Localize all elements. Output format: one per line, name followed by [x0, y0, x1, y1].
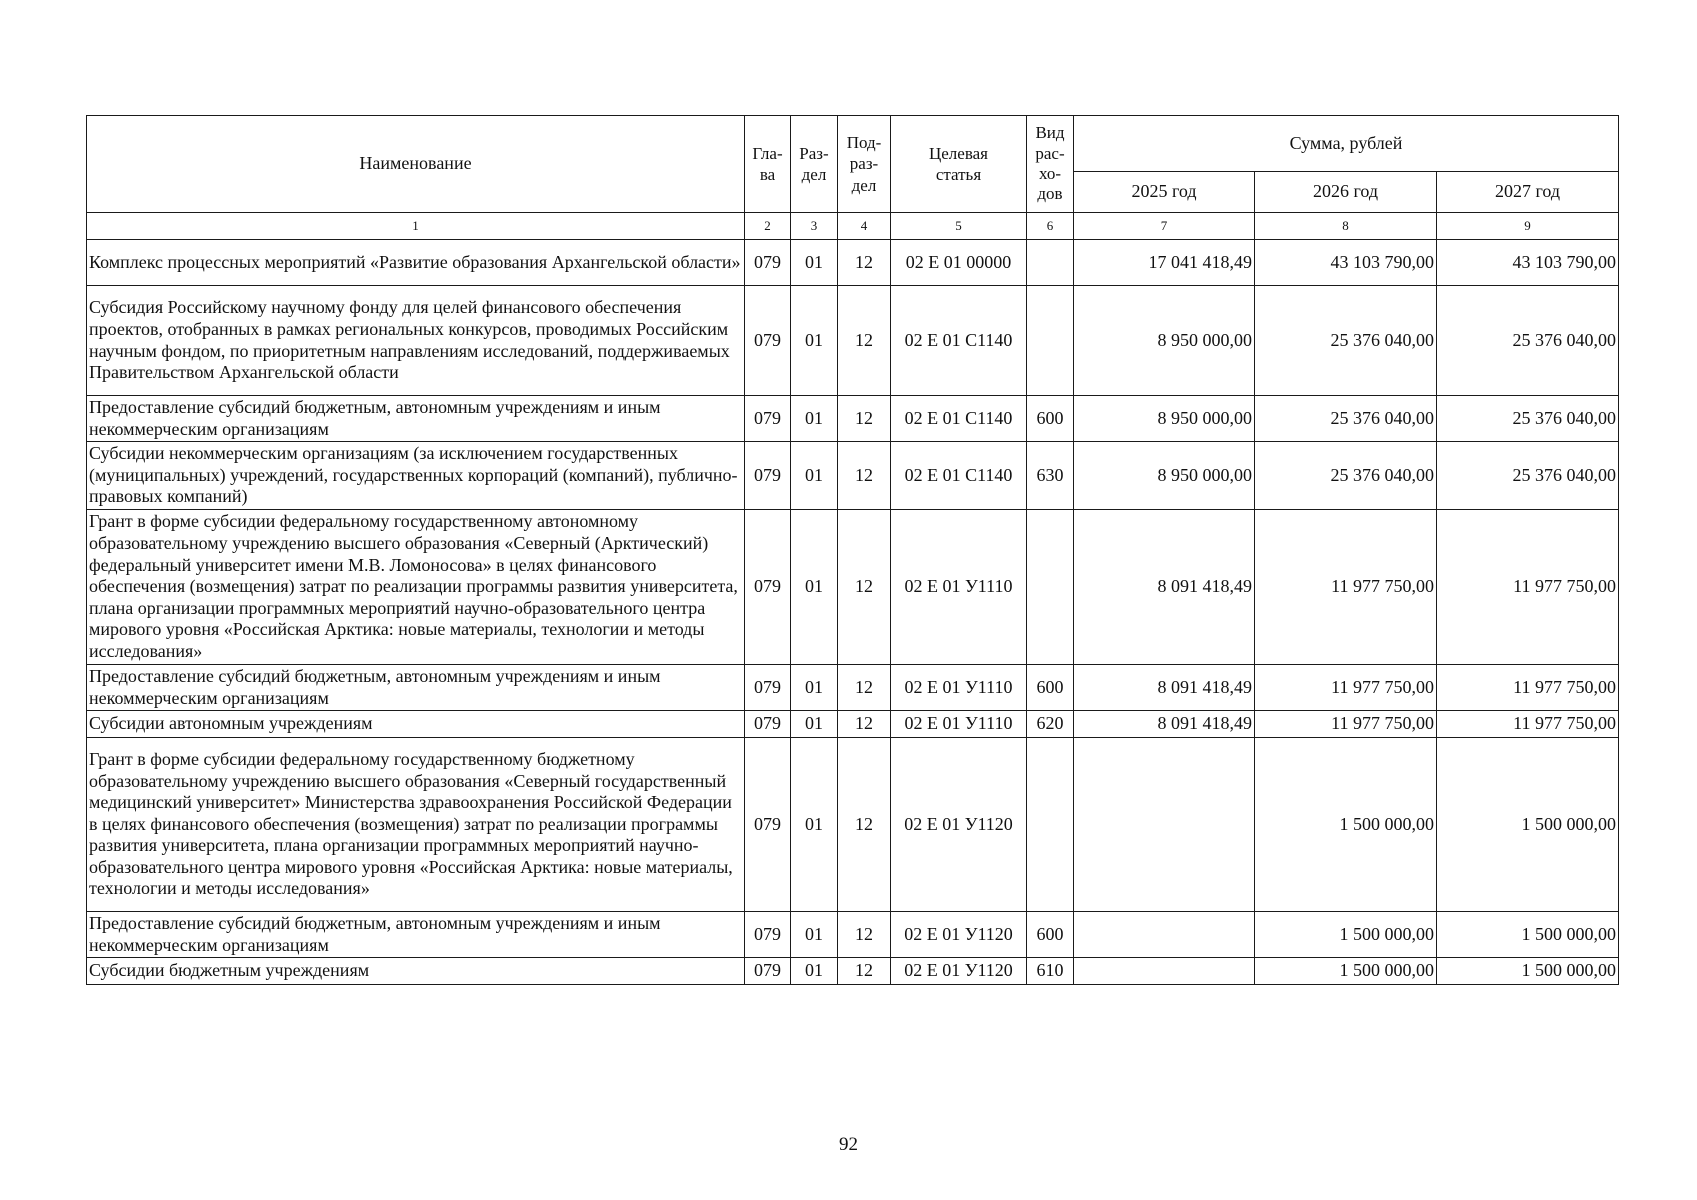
row-subsection: 12: [838, 510, 891, 665]
row-chapter: 079: [745, 240, 791, 286]
row-chapter: 079: [745, 286, 791, 396]
table-row: [87, 396, 1619, 442]
row-name: Грант в форме субсидии федеральному государственному автономному образовательному учреждению высшего образования «Северный (Арктический) федеральный университет имени М.В. Ломоносова» в целях финансового обеспечения (возмещения) затрат по реализации программы развития университета, плана организации программных мероприятий научно-образовательного центра мирового уровня «Российская Арктика: новые материалы, технологии и методы исследования»: [87, 510, 745, 665]
row-section: 01: [791, 510, 838, 665]
column-number: 9: [1437, 213, 1619, 240]
table-row: [87, 510, 1619, 665]
row-target-article: 02 Е 01 У1110: [891, 510, 1027, 665]
row-amount-2027: 1 500 000,00: [1437, 738, 1619, 912]
row-amount-2027: 25 376 040,00: [1437, 286, 1619, 396]
row-amount-2025: 8 091 418,49: [1074, 510, 1255, 665]
row-amount-2027: 11 977 750,00: [1437, 665, 1619, 711]
column-number: 8: [1255, 213, 1437, 240]
table-row: [87, 958, 1619, 985]
row-subsection: 12: [838, 240, 891, 286]
row-amount-2027: 1 500 000,00: [1437, 912, 1619, 958]
row-name: Субсидии бюджетным учреждениям: [87, 958, 745, 985]
row-target-article: 02 Е 01 У1110: [891, 711, 1027, 738]
row-target-article: 02 Е 01 С1140: [891, 286, 1027, 396]
row-target-article: 02 Е 01 У1110: [891, 665, 1027, 711]
row-subsection: 12: [838, 665, 891, 711]
column-number: 5: [891, 213, 1027, 240]
row-name: Субсидии некоммерческим организациям (за исключением государственных (муниципальных) учреждений, государственных корпораций (компаний), публично-правовых компаний): [87, 442, 745, 510]
row-amount-2027: 11 977 750,00: [1437, 510, 1619, 665]
row-amount-2025: [1074, 958, 1255, 985]
column-number: 1: [87, 213, 745, 240]
row-expense-type: [1027, 240, 1074, 286]
row-target-article: 02 Е 01 С1140: [891, 396, 1027, 442]
row-amount-2027: 1 500 000,00: [1437, 958, 1619, 985]
column-number: 3: [791, 213, 838, 240]
header-expense-type: Вид рас- хо- дов: [1027, 116, 1074, 213]
row-amount-2025: 8 091 418,49: [1074, 711, 1255, 738]
row-amount-2026: 11 977 750,00: [1255, 711, 1437, 738]
column-number: 2: [745, 213, 791, 240]
row-amount-2026: 1 500 000,00: [1255, 738, 1437, 912]
row-section: 01: [791, 442, 838, 510]
row-amount-2025: 8 950 000,00: [1074, 286, 1255, 396]
row-target-article: 02 Е 01 С1140: [891, 442, 1027, 510]
table-row: [87, 738, 1619, 912]
row-amount-2026: 1 500 000,00: [1255, 958, 1437, 985]
table-body: [87, 213, 1619, 985]
row-target-article: 02 Е 01 У1120: [891, 912, 1027, 958]
row-name: Субсидия Российскому научному фонду для целей финансового обеспечения проектов, отобранных в рамках региональных конкурсов, проводимых Российским научным фондом, по приоритетным направлениям исследований, поддерживаемых Правительством Архангельской области: [87, 286, 745, 396]
row-amount-2025: 8 091 418,49: [1074, 665, 1255, 711]
row-subsection: 12: [838, 738, 891, 912]
row-chapter: 079: [745, 510, 791, 665]
row-amount-2027: 25 376 040,00: [1437, 396, 1619, 442]
row-section: 01: [791, 240, 838, 286]
table-row: [87, 286, 1619, 396]
row-amount-2027: 25 376 040,00: [1437, 442, 1619, 510]
row-name: Грант в форме субсидии федеральному государственному бюджетному образовательному учреждению высшего образования «Северный государственный медицинский университет» Министерства здравоохранения Российской Федерации в целях финансового обеспечения (возмещения) затрат по реализации программы развития университета, плана организации программных мероприятий научно-образовательного центра мирового уровня «Российская Арктика: новые материалы, технологии и методы исследования»: [87, 738, 745, 912]
row-amount-2027: 43 103 790,00: [1437, 240, 1619, 286]
row-amount-2026: 25 376 040,00: [1255, 442, 1437, 510]
row-expense-type: [1027, 286, 1074, 396]
row-section: 01: [791, 738, 838, 912]
row-expense-type: [1027, 510, 1074, 665]
header-name: Наименование: [87, 116, 745, 213]
row-chapter: 079: [745, 396, 791, 442]
row-chapter: 079: [745, 738, 791, 912]
row-section: 01: [791, 958, 838, 985]
row-name: Предоставление субсидий бюджетным, автономным учреждениям и иным некоммерческим организациям: [87, 912, 745, 958]
row-target-article: 02 Е 01 У1120: [891, 738, 1027, 912]
column-number-row: [87, 213, 1619, 240]
row-subsection: 12: [838, 396, 891, 442]
row-chapter: 079: [745, 665, 791, 711]
header-year-2027: 2027 год: [1437, 172, 1619, 213]
table-row: [87, 912, 1619, 958]
row-subsection: 12: [838, 958, 891, 985]
row-amount-2025: 8 950 000,00: [1074, 396, 1255, 442]
row-name: Предоставление субсидий бюджетным, автономным учреждениям и иным некоммерческим организациям: [87, 665, 745, 711]
table-row: [87, 442, 1619, 510]
row-section: 01: [791, 286, 838, 396]
header-chapter: Гла- ва: [745, 116, 791, 213]
table-row: [87, 665, 1619, 711]
row-amount-2025: [1074, 912, 1255, 958]
row-subsection: 12: [838, 912, 891, 958]
row-section: 01: [791, 396, 838, 442]
row-amount-2025: 17 041 418,49: [1074, 240, 1255, 286]
budget-table: [86, 115, 1619, 985]
header-target-article: Целевая статья: [891, 116, 1027, 213]
column-number: 4: [838, 213, 891, 240]
row-amount-2026: 11 977 750,00: [1255, 510, 1437, 665]
row-expense-type: 630: [1027, 442, 1074, 510]
row-subsection: 12: [838, 442, 891, 510]
column-number: 7: [1074, 213, 1255, 240]
row-expense-type: 600: [1027, 665, 1074, 711]
row-amount-2025: 8 950 000,00: [1074, 442, 1255, 510]
row-expense-type: 610: [1027, 958, 1074, 985]
header-subsection: Под- раз- дел: [838, 116, 891, 213]
row-section: 01: [791, 912, 838, 958]
row-amount-2026: 25 376 040,00: [1255, 286, 1437, 396]
row-name: Предоставление субсидий бюджетным, автономным учреждениям и иным некоммерческим организациям: [87, 396, 745, 442]
row-name: Субсидии автономным учреждениям: [87, 711, 745, 738]
column-number: 6: [1027, 213, 1074, 240]
page-number: 92: [839, 1134, 858, 1155]
row-expense-type: [1027, 738, 1074, 912]
table-row: [87, 240, 1619, 286]
row-chapter: 079: [745, 912, 791, 958]
row-chapter: 079: [745, 442, 791, 510]
row-subsection: 12: [838, 711, 891, 738]
row-expense-type: 600: [1027, 912, 1074, 958]
table-row: [87, 711, 1619, 738]
header-year-2025: 2025 год: [1074, 172, 1255, 213]
row-amount-2026: 1 500 000,00: [1255, 912, 1437, 958]
row-target-article: 02 Е 01 00000: [891, 240, 1027, 286]
row-amount-2027: 11 977 750,00: [1437, 711, 1619, 738]
row-target-article: 02 Е 01 У1120: [891, 958, 1027, 985]
header-section: Раз- дел: [791, 116, 838, 213]
row-section: 01: [791, 711, 838, 738]
row-expense-type: 600: [1027, 396, 1074, 442]
row-chapter: 079: [745, 958, 791, 985]
header-sum-group: Сумма, рублей: [1074, 116, 1619, 172]
row-chapter: 079: [745, 711, 791, 738]
row-name: Комплекс процессных мероприятий «Развитие образования Архангельской области»: [87, 240, 745, 286]
row-amount-2026: 25 376 040,00: [1255, 396, 1437, 442]
row-expense-type: 620: [1027, 711, 1074, 738]
row-amount-2025: [1074, 738, 1255, 912]
header-year-2026: 2026 год: [1255, 172, 1437, 213]
row-amount-2026: 11 977 750,00: [1255, 665, 1437, 711]
row-amount-2026: 43 103 790,00: [1255, 240, 1437, 286]
row-subsection: 12: [838, 286, 891, 396]
row-section: 01: [791, 665, 838, 711]
